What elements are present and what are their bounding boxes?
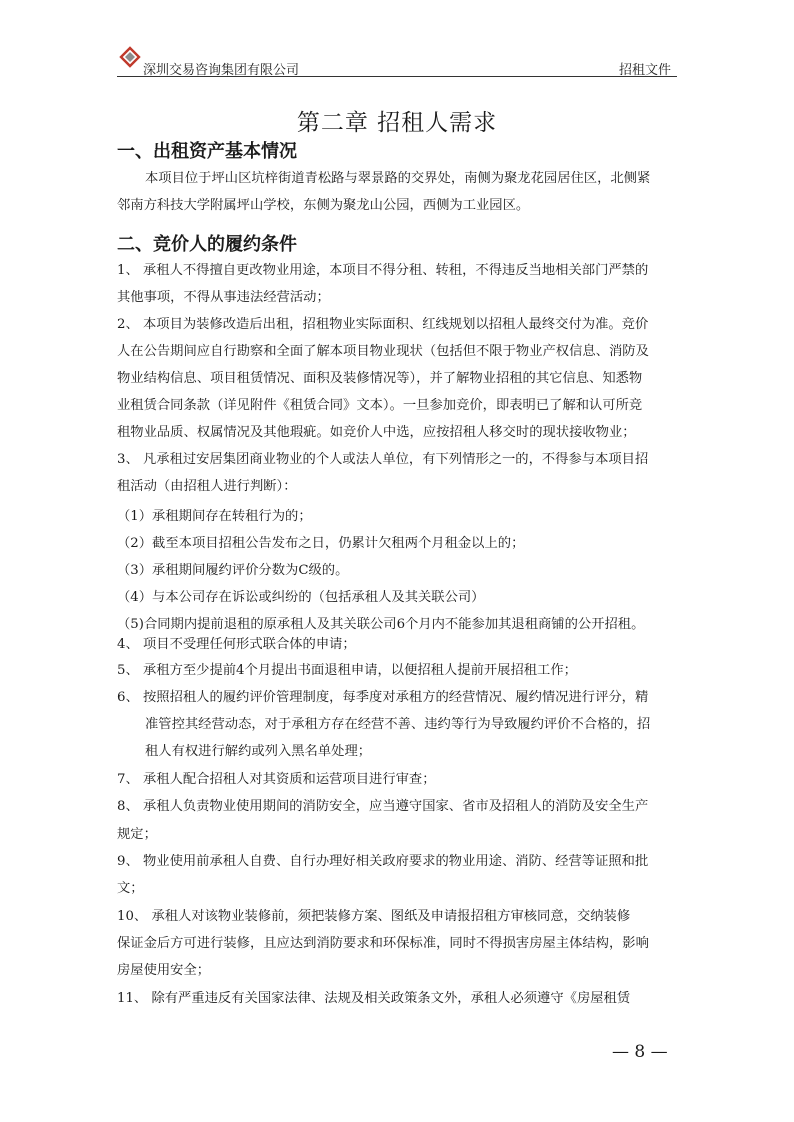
section-heading-1: 一、出租资产基本情况 [117,141,297,162]
paragraph-line: （4）与本公司存在诉讼或纠纷的（包括承租人及其关联公司） [117,590,485,605]
paragraph-line: 9、 物业使用前承租人自费、自行办理好相关政府要求的物业用途、消防、经营等证照和批 [117,854,649,869]
paragraph-line: 其他事项，不得从事违法经营活动； [117,290,330,305]
paragraph-line: 本项目位于坪山区坑梓街道青松路与翠景路的交界处，南侧为聚龙花园居住区，北侧紧 [145,171,651,186]
paragraph-line: （5)合同期内提前退租的原承租人及其关联公司6个月内不能参加其退租商铺的公开招租。 [117,617,645,632]
paragraph-line: 11、 除有严重违反有关国家法律、法规及相关政策条文外，承租人必须遵守《房屋租赁 [117,991,631,1006]
paragraph-line: （3）承租期间履约评价分数为C级的。 [117,563,349,578]
paragraph-line: 业租赁合同条款（详见附件《租赁合同》文本）。一旦参加竞价，即表明已了解和认可所竞 [117,398,643,413]
company-logo-icon [119,46,141,68]
section-heading-2: 二、竞价人的履约条件 [117,234,297,255]
paragraph-line: 租人有权进行解约或列入黑名单处理； [145,744,372,759]
paragraph-line: 2、 本项目为装修改造后出租，招租物业实际面积、红线规划以招租人最终交付为准。竞价 [117,317,649,332]
paragraph-line: 1、 承租人不得擅自更改物业用途，本项目不得分租、转租，不得违反当地相关部门严禁的 [117,263,649,278]
paragraph-line: （2）截至本项目招租公告发布之日，仍累计欠租两个月租金以上的； [117,536,525,551]
page-header [117,44,677,77]
paragraph-line: 4、 项目不受理任何形式联合体的申请； [117,637,356,652]
paragraph-line: 10、 承租人对该物业装修前，须把装修方案、图纸及申请报招租方审核同意，交纳装修 [117,909,631,924]
paragraph-line: 邻南方科技大学附属坪山学校，东侧为聚龙山公园，西侧为工业园区。 [117,198,530,213]
paragraph-line: 8、 承租人负责物业使用期间的消防安全，应当遵守国家、省市及招租人的消防及安全生产 [117,799,649,814]
paragraph-line: 物业结构信息、项目租赁情况、面积及装修情况等），并了解物业招租的其它信息、知悉物 [117,371,643,386]
paragraph-line: 准管控其经营动态，对于承租方存在经营不善、违约等行为导致履约评价不合格的，招 [145,717,651,732]
paragraph-line: 3、 凡承租过安居集团商业物业的个人或法人单位，有下列情形之一的，不得参与本项目招 [117,452,649,467]
paragraph-line: 7、 承租人配合招租人对其资质和运营项目进行审查； [117,772,436,787]
paragraph-line: 租活动（由招租人进行判断）： [117,479,297,494]
page-number: — 8 — [612,1042,668,1062]
paragraph-line: 租物业品质、权属情况及其他瑕疵。如竞价人中选，应按招租人移交时的现状接收物业； [117,425,636,440]
company-name: 深圳交易咨询集团有限公司 [143,63,300,78]
paragraph-line: 文； [117,881,144,896]
paragraph-line: 房屋使用安全； [117,963,211,978]
paragraph-line: 6、 按照招租人的履约评价管理制度，每季度对承租方的经营情况、履约情况进行评分，精 [117,690,649,705]
paragraph-line: （1）承租期间存在转租行为的； [117,509,312,524]
paragraph-line: 规定； [117,827,157,842]
paragraph-line: 人在公告期间应自行勘察和全面了解本项目物业现状（包括但不限于物业产权信息、消防及 [117,344,649,359]
chapter-title: 第二章 招租人需求 [296,110,498,136]
document-type: 招租文件 [618,63,671,78]
paragraph-line: 5、 承租方至少提前4个月提出书面退租申请，以便招租人提前开展招租工作； [117,663,577,678]
paragraph-line: 保证金后方可进行装修，且应达到消防要求和环保标准，同时不得损害房屋主体结构，影响 [117,936,649,951]
